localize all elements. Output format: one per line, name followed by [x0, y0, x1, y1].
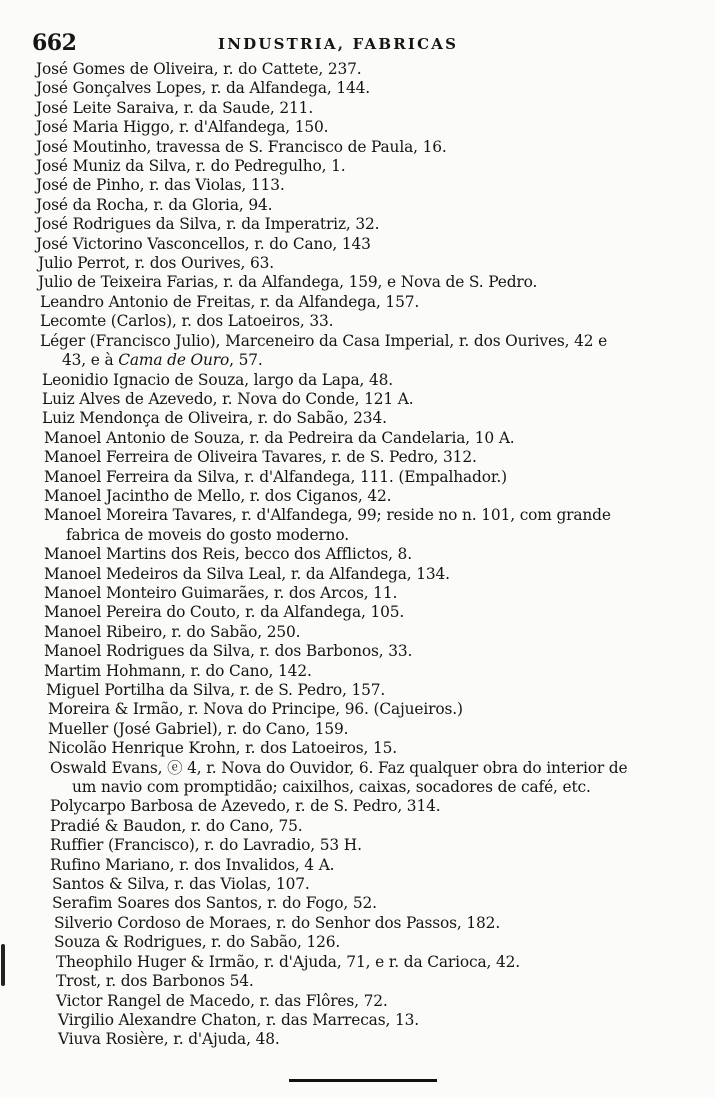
entry-text: José Maria Higgo, r. d'Alfandega, 150.: [36, 118, 329, 137]
entry-continuation: [40, 351, 715, 370]
directory-entry: [0, 1030, 715, 1049]
directory-entry: [0, 409, 715, 428]
directory-entry: [0, 196, 715, 215]
entry-text: Ruffier (Francisco), r. do Lavradio, 53 H.: [50, 836, 362, 855]
entry-text: Manoel Monteiro Guimarães, r. dos Arcos, 11.: [44, 583, 398, 602]
entry-text: José de Pinho, r. das Violas, 113.: [36, 176, 285, 195]
entry-continuation: um navio com promptidão; caixilhos, caixas, socadores de café, etc.: [72, 778, 591, 797]
entry-text: Virgilio Alexandre Chaton, r. das Marrecas, 13.: [58, 1010, 419, 1029]
entry-text: Manoel Ribeiro, r. do Sabão, 250.: [44, 622, 301, 641]
entry-text: Manoel Ferreira da Silva, r. d'Alfandega, 111. (Empalhador.): [44, 467, 507, 486]
entry-text: Pradié & Baudon, r. do Cano, 75.: [50, 816, 303, 835]
entry-text: Miguel Portilha da Silva, r. de S. Pedro, 157.: [46, 681, 386, 699]
entry-text: José Moutinho, travessa de S. Francisco de Paula, 16.: [36, 137, 447, 156]
directory-entry: [0, 914, 715, 933]
directory-entry: [0, 99, 715, 118]
directory-entry: [0, 487, 715, 506]
entry-text: Viuva Rosière, r. d'Ajuda, 48.: [58, 1030, 280, 1049]
directory-entry: [0, 856, 715, 875]
directory-entry: [0, 118, 715, 137]
entry-list: [0, 60, 715, 1050]
entry-text: Mueller (José Gabriel), r. do Cano, 159.: [48, 719, 349, 738]
directory-entry: [0, 371, 715, 390]
directory-entry: [0, 390, 715, 409]
directory-entry: [0, 429, 715, 448]
entry-text: Polycarpo Barbosa de Azevedo, r. de S. Pedro, 314.: [50, 797, 441, 816]
directory-entry: [0, 468, 715, 487]
directory-entry: [0, 817, 715, 836]
directory-entry: [0, 565, 715, 584]
entry-text: José da Rocha, r. da Gloria, 94.: [36, 195, 273, 214]
directory-entry: [0, 293, 715, 312]
directory-entry: [0, 662, 715, 681]
entry-text: Manoel Ferreira de Oliveira Tavares, r. de S. Pedro, 312.: [44, 448, 477, 467]
entry-text: Nicolão Henrique Krohn, r. dos Latoeiros, 15.: [48, 739, 398, 758]
directory-entry: [0, 138, 715, 157]
entry-text: Souza & Rodrigues, r. do Sabão, 126.: [54, 933, 341, 952]
directory-entry: [0, 992, 715, 1011]
directory-entry: [0, 79, 715, 98]
directory-entry: [0, 273, 715, 292]
directory-entry: [0, 545, 715, 564]
page-number: 662: [32, 30, 77, 56]
directory-entry: [0, 759, 715, 798]
directory-entry: [0, 215, 715, 234]
directory-entry: [0, 739, 715, 758]
directory-entry: [0, 332, 715, 371]
entry-text: Victor Rangel de Macedo, r. das Flôres, 72.: [56, 991, 388, 1010]
entry-text: Manoel Moreira Tavares, r. d'Alfandega, 99; reside no n. 101, com grande: [44, 506, 611, 525]
directory-entry: [0, 1011, 715, 1030]
directory-entry: [0, 953, 715, 972]
entry-text: Luiz Mendonça de Oliveira, r. do Sabão, 234.: [42, 409, 387, 428]
entry-text: Manoel Jacintho de Mello, r. dos Ciganos, 42.: [44, 486, 392, 505]
directory-entry: [0, 235, 715, 254]
entry-text: Serafim Soares dos Santos, r. do Fogo, 52.: [52, 894, 377, 913]
directory-entry: [0, 972, 715, 991]
continuation-text: , 57.: [229, 351, 263, 370]
directory-entry: [0, 720, 715, 739]
entry-text: Oswald Evans, ⓔ 4, r. Nova do Ouvidor, 6. Faz qualquer obra do interior de: [50, 758, 628, 777]
directory-entry: [0, 623, 715, 642]
directory-entry: [0, 254, 715, 273]
entry-text: Lecomte (Carlos), r. dos Latoeiros, 33.: [40, 312, 334, 331]
directory-entry: [0, 603, 715, 622]
directory-entry: [0, 797, 715, 816]
directory-entry: [0, 933, 715, 952]
entry-text: Manoel Rodrigues da Silva, r. dos Barbonos, 33.: [44, 642, 413, 661]
entry-text: Manoel Pereira do Couto, r. da Alfandega, 105.: [44, 603, 405, 622]
entry-text: José Rodrigues da Silva, r. da Imperatriz, 32.: [36, 215, 380, 234]
entry-text: Theophilo Huger & Irmão, r. d'Ajuda, 71, e r. da Carioca, 42.: [56, 952, 520, 971]
directory-entry: [0, 506, 715, 545]
entry-text: José Victorino Vasconcellos, r. do Cano, 143: [36, 234, 371, 253]
directory-entry: [0, 312, 715, 331]
directory-entry: [0, 894, 715, 913]
page-header: [0, 30, 715, 58]
margin-ink-mark: [1, 944, 5, 986]
directory-entry: [0, 681, 715, 700]
entry-text: Manoel Antonio de Souza, r. da Pedreira da Candelaria, 10 A.: [44, 428, 515, 447]
entry-text: Silverio Cordoso de Moraes, r. do Senhor dos Passos, 182.: [54, 913, 501, 932]
entry-text: José Muniz da Silva, r. do Pedregulho, 1.: [36, 157, 346, 176]
entry-text: Leonidio Ignacio de Souza, largo da Lapa, 48.: [42, 370, 394, 389]
closing-rule: [289, 1079, 437, 1082]
directory-entry: [0, 700, 715, 719]
directory-entry: [0, 157, 715, 176]
directory-entry: [0, 448, 715, 467]
entry-text: Luiz Alves de Azevedo, r. Nova do Conde, 121 A.: [42, 389, 414, 408]
entry-text: Manoel Martins dos Reis, becco dos Afflictos, 8.: [44, 545, 412, 564]
entry-continuation: fabrica de moveis do gosto moderno.: [66, 525, 350, 544]
entry-text: José Gomes de Oliveira, r. do Cattete, 237.: [36, 60, 362, 78]
directory-entry: [0, 642, 715, 661]
entry-text: Moreira & Irmão, r. Nova do Principe, 96. (Cajueiros.): [48, 700, 463, 719]
entry-text: Rufino Mariano, r. dos Invalidos, 4 A.: [50, 855, 335, 874]
entry-text: Manoel Medeiros da Silva Leal, r. da Alfandega, 134.: [44, 564, 450, 583]
entry-text: Martim Hohmann, r. do Cano, 142.: [44, 661, 312, 680]
entry-text: José Leite Saraiva, r. da Saude, 211.: [36, 98, 314, 117]
directory-entry: [0, 584, 715, 603]
directory-entry: [0, 875, 715, 894]
italic-phrase: Cama de Ouro: [118, 351, 230, 370]
entry-text: José Gonçalves Lopes, r. da Alfandega, 144.: [36, 79, 371, 98]
entry-text: Trost, r. dos Barbonos 54.: [56, 972, 254, 991]
entry-text: Julio Perrot, r. dos Ourives, 63.: [38, 254, 274, 273]
entry-text: Leandro Antonio de Freitas, r. da Alfandega, 157.: [40, 292, 420, 311]
directory-entry: [0, 176, 715, 195]
running-title: INDUSTRIA, FABRICAS: [218, 35, 459, 53]
directory-entry: [0, 836, 715, 855]
directory-entry: [0, 60, 715, 79]
entry-text: Léger (Francisco Julio), Marceneiro da Casa Imperial, r. dos Ourives, 42 e: [40, 331, 608, 350]
continuation-text: 43, e à: [62, 351, 119, 370]
entry-text: Julio de Teixeira Farias, r. da Alfandega, 159, e Nova de S. Pedro.: [38, 273, 538, 292]
entry-text: Santos & Silva, r. das Violas, 107.: [52, 875, 310, 894]
